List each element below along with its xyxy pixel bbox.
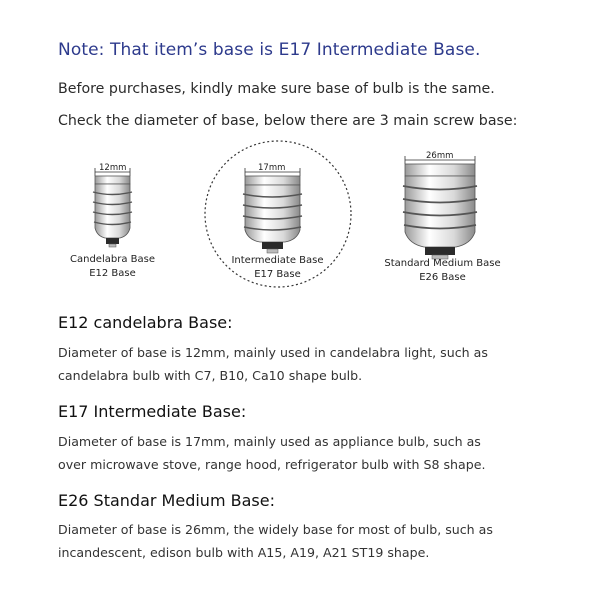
e26-caption-name: Standard Medium Base (384, 258, 501, 269)
e12-section-title: E12 candelabra Base: (58, 313, 233, 332)
e12-base-icon (93, 168, 132, 247)
e26-dimension-label: 26mm (426, 151, 454, 161)
e26-caption (375, 257, 510, 285)
intro-line-2: Check the diameter of base, below there are 3 main screw base: (58, 113, 518, 129)
e17-caption-name: Intermediate Base (231, 255, 324, 266)
e17-section-line-2: over microwave stove, range hood, refrigerator bulb with S8 shape. (58, 457, 486, 472)
e12-section-body (58, 341, 488, 387)
e17-section-title: E17 Intermediate Base: (58, 402, 247, 421)
e12-section-line-1: Diameter of base is 12mm, mainly used in candelabra light, such as (58, 345, 488, 360)
e26-base-icon (403, 156, 477, 259)
base-comparison-diagram (0, 140, 600, 310)
e17-section-line-1: Diameter of base is 17mm, mainly used as appliance bulb, such as (58, 434, 481, 449)
note-heading: Note: That item’s base is E17 Intermediate Base. (58, 40, 481, 60)
e17-dimension-label: 17mm (258, 163, 286, 173)
e26-section-body (58, 518, 493, 564)
e26-section-line-2: incandescent, edison bulb with A15, A19, A21 ST19 shape. (58, 545, 430, 560)
e26-section-line-1: Diameter of base is 26mm, the widely base for most of bulb, such as (58, 522, 493, 537)
e17-caption (215, 254, 340, 282)
e17-caption-code: E17 Base (254, 269, 301, 280)
e12-caption-code: E12 Base (89, 268, 136, 279)
e12-dimension-label: 12mm (99, 163, 127, 173)
e17-section-body (58, 430, 485, 476)
e26-caption-code: E26 Base (419, 272, 466, 283)
bulb-bases-illustration (0, 140, 600, 310)
e26-section-title: E26 Standar Medium Base: (58, 491, 275, 510)
intro-line-1: Before purchases, kindly make sure base of bulb is the same. (58, 81, 495, 97)
e12-caption (55, 253, 170, 281)
e12-section-line-2: candelabra bulb with C7, B10, Ca10 shape bulb. (58, 368, 363, 383)
e12-caption-name: Candelabra Base (70, 254, 155, 265)
